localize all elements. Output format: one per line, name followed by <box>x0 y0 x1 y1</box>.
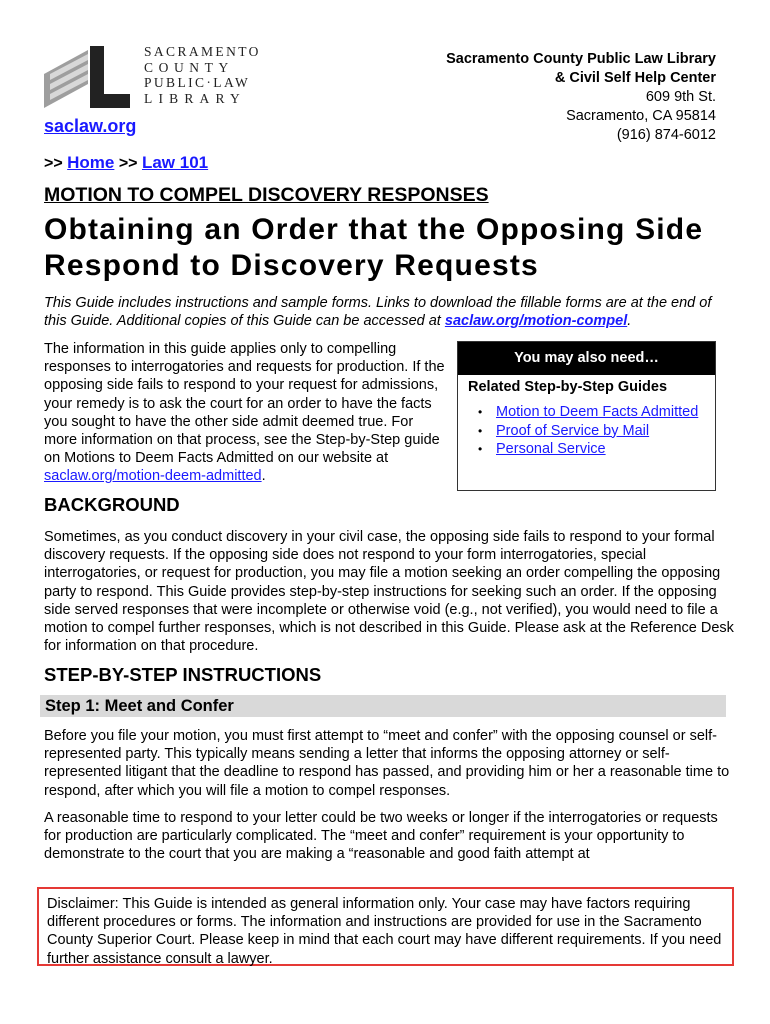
applies-paragraph <box>44 340 449 486</box>
library-name: Sacramento County Public Law Library <box>446 51 716 67</box>
logo-line-4: LIBRARY <box>144 90 246 106</box>
background-paragraph: Sometimes, as you conduct discovery in your civil case, the opposing side fails to respond to your formal discovery requests. If the opposing side does not respond to your form interrogatories, special interrogatories, or request for production, you may file a motion seeking an order compelling the opposing party to respond. This Guide provides step-by-step instructions for seeking such an order. If the opposing side served responses that were incomplete or otherwise void (e.g., not verified), you would need to file a motion to compel further responses, which is not described in this Guide. Please ask at the Reference Desk for information on that procedure. <box>44 529 734 655</box>
step-1-paragraph-2: A reasonable time to respond to your letter could be two weeks or longer if the interrogatories or requests for production are particularly complicated. The “meet and confer” requirement is your opportunity to demonstrate to the court that you are making a “reasonable and good faith attempt at <box>44 810 718 863</box>
breadcrumb-separator: >> <box>118 155 138 172</box>
applies-text: The information in this guide applies only to compelling responses to interrogatories and requests for production. If the opposing side fails to respond to your request for admissions, your remedy is to ask the court for an order to have the facts you sought to have the other side admit deemed true. For more information on that process, see the Step-by-Step guide on Motions to Deem Facts Admitted on our website at <box>44 341 445 467</box>
related-guides-subheading: Related Step-by-Step Guides <box>468 379 668 395</box>
intro-end: . <box>627 313 632 329</box>
step-1-paragraph-1: Before you file your motion, you must first attempt to “meet and confer” with the opposing counsel or self-represented party. This typically means sending a letter that informs the opposing attorney or self-represented litigant that the deadline to respond has passed, and providing him or her a reasonable time to respond, after which you will file a motion to compel responses. <box>44 728 730 799</box>
breadcrumb <box>44 153 208 173</box>
bullet-icon: • <box>478 442 483 456</box>
logo-line-1: SACRAMENTO <box>144 44 261 59</box>
breadcrumb-home-link[interactable]: Home <box>67 153 115 172</box>
related-guides-box <box>457 341 716 491</box>
library-street: 609 9th St. <box>645 89 716 105</box>
breadcrumb-separator: >> <box>44 155 63 172</box>
library-phone: (916) 874-6012 <box>616 127 716 143</box>
library-subname: & Civil Self Help Center <box>554 70 716 86</box>
site-link[interactable]: saclaw.org <box>44 116 137 136</box>
background-heading: BACKGROUND <box>44 494 180 515</box>
instructions-heading: STEP-BY-STEP INSTRUCTIONS <box>44 664 322 685</box>
motion-deem-admitted-link[interactable]: saclaw.org/motion-deem-admitted <box>44 468 262 485</box>
motion-deem-facts-link[interactable]: Motion to Deem Facts Admitted <box>496 404 699 420</box>
related-guides-heading: You may also need… <box>458 342 715 375</box>
page-title: Obtaining an Order that the Opposing Side Respond to Discovery Requests <box>44 213 704 282</box>
bullet-icon: • <box>478 423 483 438</box>
bullet-icon: • <box>478 405 483 419</box>
applies-end: . <box>261 468 266 485</box>
library-city: Sacramento, CA 95814 <box>566 108 716 124</box>
guide-kicker: MOTION TO COMPEL DISCOVERY RESPONSES <box>44 184 489 206</box>
motion-compel-link[interactable]: saclaw.org/motion-compel <box>444 313 628 329</box>
breadcrumb-law101-link[interactable]: Law 101 <box>141 153 209 172</box>
proof-of-service-link[interactable]: Proof of Service by Mail <box>496 422 650 439</box>
step-1-heading: Step 1: Meet and Confer <box>40 695 726 717</box>
library-logo-text <box>144 44 261 106</box>
library-logo <box>44 44 261 110</box>
personal-service-link[interactable]: Personal Service <box>496 441 606 457</box>
related-guides-list <box>458 403 715 459</box>
list-item <box>458 440 715 459</box>
disclaimer-box: Disclaimer: This Guide is intended as general information only. Your case may have factors requiring different procedures or forms. The information and instructions are provided for use in the Sacramento County Superior Court. Please keep in mind that each court may have different requirements. If you need further assistance consult a lawyer. <box>37 887 734 966</box>
intro-paragraph <box>44 294 734 330</box>
logo-line-2: COUNTY <box>144 59 234 75</box>
list-item <box>458 403 715 422</box>
library-logo-mark-icon <box>44 44 130 108</box>
list-item <box>458 422 715 441</box>
logo-line-3: PUBLIC·LAW <box>144 75 251 90</box>
intro-text: This Guide includes instructions and sample forms. Links to download the fillable forms are at the end of this Guide. Additional copies of this Guide can be accessed at <box>44 295 712 329</box>
library-address <box>446 50 716 145</box>
